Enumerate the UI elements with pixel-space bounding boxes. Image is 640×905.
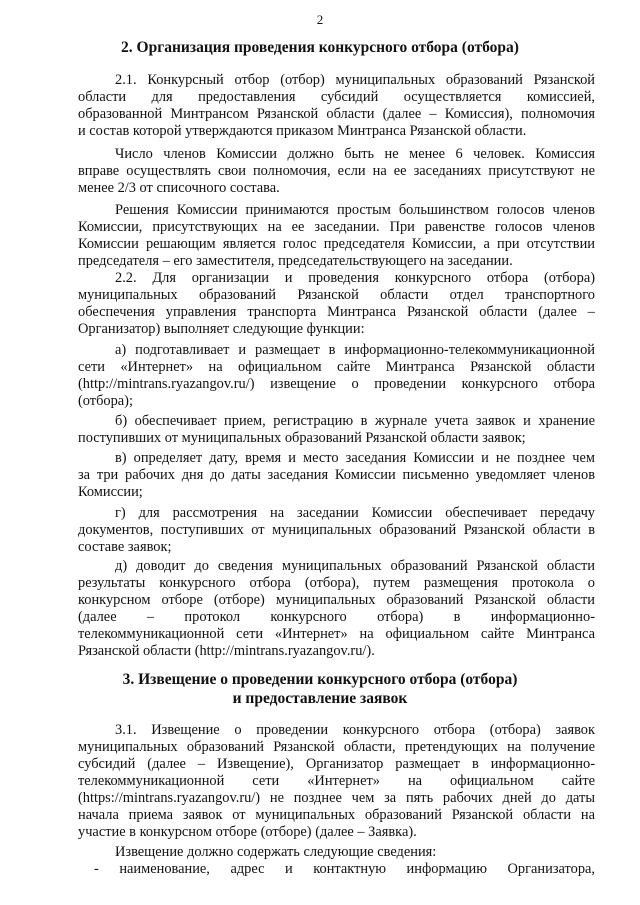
list-item-line: д) доводит до сведения муниципальных образований Рязанской области (115, 558, 595, 574)
paragraph-line: телекоммуникационной сети «Интернет» на официальном сайте (78, 773, 595, 789)
paragraph-line: председателя – его заместителя, председательствующего на заседании. (78, 253, 513, 269)
paragraph-line: участие в конкурсном отборе (отборе) (далее – Заявка). (78, 824, 417, 840)
list-item-line: г) для рассмотрения на заседании Комиссии обеспечивает передачу (115, 505, 595, 521)
paragraph-line: муниципальных образований Рязанской области отдел транспортного (78, 287, 595, 303)
paragraph-line: 3.1. Извещение о проведении конкурсного отбора (отбора) заявок (115, 722, 595, 738)
list-item-line: телекоммуникационной сети «Интернет» на официальном сайте Минтранса (78, 626, 595, 642)
section-3-heading-line-2: и предоставление заявок (232, 690, 408, 707)
list-item-line: документов, поступивших от муниципальных образований Рязанской области в (78, 522, 595, 538)
list-item-line: сети «Интернет» на официальном сайте Минтранса Рязанской области (78, 359, 595, 375)
list-item-line: за три рабочих дня до даты заседания Комиссии письменно уведомляет членов (78, 467, 595, 483)
paragraph-line: Организатор) выполняет следующие функции: (78, 321, 365, 337)
paragraph-line: Комиссии, присутствующих на ее заседании. При равенстве голосов членов (78, 219, 595, 235)
paragraph-line: Комиссии решающим является голос председателя Комиссии, а при отсутствии (78, 236, 595, 252)
list-item-line: результаты конкурсного отбора (отбора), путем размещения протокола о (78, 575, 595, 591)
paragraph-line: вправе осуществлять свои полномочия, если на ее заседаниях присутствуют не (78, 163, 595, 179)
list-item-line: составе заявок; (78, 539, 172, 555)
paragraph-line: обеспечения управления транспорта Минтранса Рязанской области (далее – (78, 304, 595, 320)
list-item-line: в) определяет дату, время и место заседания Комиссии и не позднее чем (115, 450, 595, 466)
paragraph-line: области для предоставления субсидий осуществляется комиссией, (78, 89, 595, 105)
list-item-line: а) подготавливает и размещает в информационно-телекоммуникационной (115, 342, 595, 358)
paragraph-line: Извещение должно содержать следующие сведения: (115, 844, 437, 860)
paragraph-line: начала приема заявок от муниципальных образований Рязанской области на (78, 807, 595, 823)
list-item-line: конкурсном отборе (отборе) муниципальных образований Рязанской области (78, 592, 595, 608)
paragraph-line: образованной Минтрансом Рязанской области (далее – Комиссия), полномочия (78, 106, 595, 122)
section-2-heading: 2. Организация проведения конкурсного отбора (отбора) (121, 39, 519, 56)
paragraph-line: муниципальных образований Рязанской области, претендующих на получение (78, 739, 595, 755)
paragraph-line: Решения Комиссии принимаются простым большинством голосов членов (115, 202, 595, 218)
list-item-line: Комиссии; (78, 484, 143, 500)
section-3-heading: 3. Извещение о проведении конкурсного отбора (отбора) (122, 671, 518, 688)
paragraph-line: субсидий (далее – Извещение), Организатор размещает в информационно- (78, 756, 595, 772)
list-item-line: Рязанской области (http://mintrans.ryazangov.ru/). (78, 643, 375, 659)
list-item-line: (http://mintrans.ryazangov.ru/) извещение о проведении конкурсного отбора (78, 376, 595, 392)
list-item-line: б) обеспечивает прием, регистрацию в журнале учета заявок и хранение (115, 413, 595, 429)
paragraph-line: и состав которой утверждаются приказом Минтранса Рязанской области. (78, 123, 527, 139)
paragraph-line: менее 2/3 от списочного состава. (78, 180, 280, 196)
paragraph-line: 2.1. Конкурсный отбор (отбор) муниципальных образований Рязанской (115, 72, 595, 88)
paragraph-line: Число членов Комиссии должно быть не менее 6 человек. Комиссия (115, 146, 595, 162)
paragraph-line: 2.2. Для организации и проведения конкурсного отбора (отбора) (115, 270, 595, 286)
list-item-line: поступивших от муниципальных образований Рязанской области заявок; (78, 430, 526, 446)
list-item-line: - наименование, адрес и контактную информацию Организатора, (94, 861, 595, 877)
list-item-line: (далее – протокол конкурсного отбора) в информационно- (78, 609, 595, 625)
list-item-line: (отбора); (78, 393, 133, 409)
paragraph-line: (https://mintrans.ryazangov.ru/) не позднее чем за пять рабочих дней до даты (78, 790, 595, 806)
page-number: 2 (316, 12, 324, 27)
